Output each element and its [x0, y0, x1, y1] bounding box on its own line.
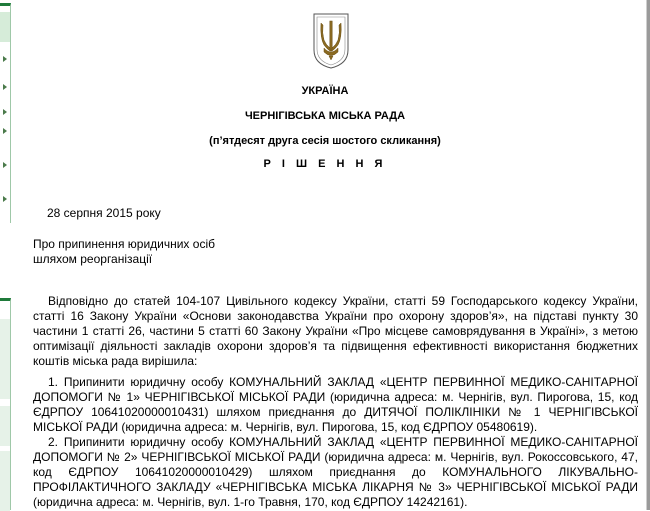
document-subject: [33, 237, 215, 267]
sidebar-menu-bottom: [0, 298, 11, 510]
document-date: 28 серпня 2015 року: [47, 206, 161, 220]
country-title: УКРАЇНА: [301, 85, 349, 97]
sidebar-panel: [0, 451, 10, 511]
document-type-title: Р І Ш Е Н Н Я: [263, 158, 387, 170]
decision-item-2: 2. Припинити юридичну особу КОМУНАЛЬНИЙ ЗАКЛАД «ЦЕНТР ПЕРВИННОЇ МЕДИКО-САНІТАРНОЇ ДОПОМОГИ № 2» ЧЕРНІГІВСЬКОЇ МІСЬКОЇ РАДИ (юридична адреса: м. Чернігів, вул. Рокоссовського, 47, код ЄДРПОУ 10641020000010429) шляхом приєднання до КОМУНАЛЬНОГО ЛІКУВАЛЬНО-ПРОФІЛАКТИЧНОГО ЗАКЛАДУ «ЧЕРНІГІВСЬКА МІСЬКА ЛІКАРНЯ № 3» ЧЕРНІГІВСЬКОЇ МІСЬКОЇ РАДИ (юридична адреса: м. Чернігів, вул. 1-го Травня, 170, код ЄДРПОУ 14242161).: [33, 435, 638, 509]
triangle-right-icon[interactable]: [3, 56, 7, 62]
sidebar-panel: [0, 406, 10, 446]
tryzub-coat-of-arms-icon: [312, 12, 350, 70]
decision-item-1: 1. Припинити юридичну особу КОМУНАЛЬНИЙ ЗАКЛАД «ЦЕНТР ПЕРВИННОЇ МЕДИКО-САНІТАРНОЇ ДОПОМОГИ № 1» ЧЕРНІГІВСЬКОЇ МІСЬКОЇ РАДИ (юридична адреса: м. Чернігів, вул. Пирогова, 15, код ЄДРПОУ 10641020000010431) шляхом приєднання до ДИТЯЧОЇ ПОЛІКЛІНІКИ № 1 ЧЕРНІГІВСЬКОЇ МІСЬКОЇ РАДИ (юридична адреса: м. Чернігів, вул. Пирогова, 15, код ЄДРПОУ 05480619).: [33, 375, 638, 434]
triangle-right-icon[interactable]: [3, 196, 7, 202]
sidebar-menu-header: [0, 12, 10, 42]
triangle-right-icon[interactable]: [3, 128, 7, 134]
sidebar-panel: [0, 319, 10, 399]
subject-line: Про припинення юридичних осіб: [33, 237, 215, 251]
window-right-border: [646, 0, 650, 510]
session-title: (п’ятдесят друга сесія шостого скликання): [209, 135, 441, 147]
intro-paragraph: Відповідно до статей 104-107 Цивільного кодексу України, статті 59 Господарського кодексу України, статті 16 Закону України «Основи законодавства України про охорону здоров’я», на підставі пункту 30 частини 1 статті 26, частини 5 статті 60 Закону України «Про місцеве самоврядування в Україні», з метою оптимізації діяльності закладів охорони здоров’я та підвищення ефективності використання бюджетних коштів міська рада вирішила:: [33, 294, 638, 368]
council-title: ЧЕРНІГІВСЬКА МІСЬКА РАДА: [244, 110, 406, 122]
subject-line: шляхом реорганізації: [33, 252, 153, 266]
top-bar: [0, 0, 650, 6]
